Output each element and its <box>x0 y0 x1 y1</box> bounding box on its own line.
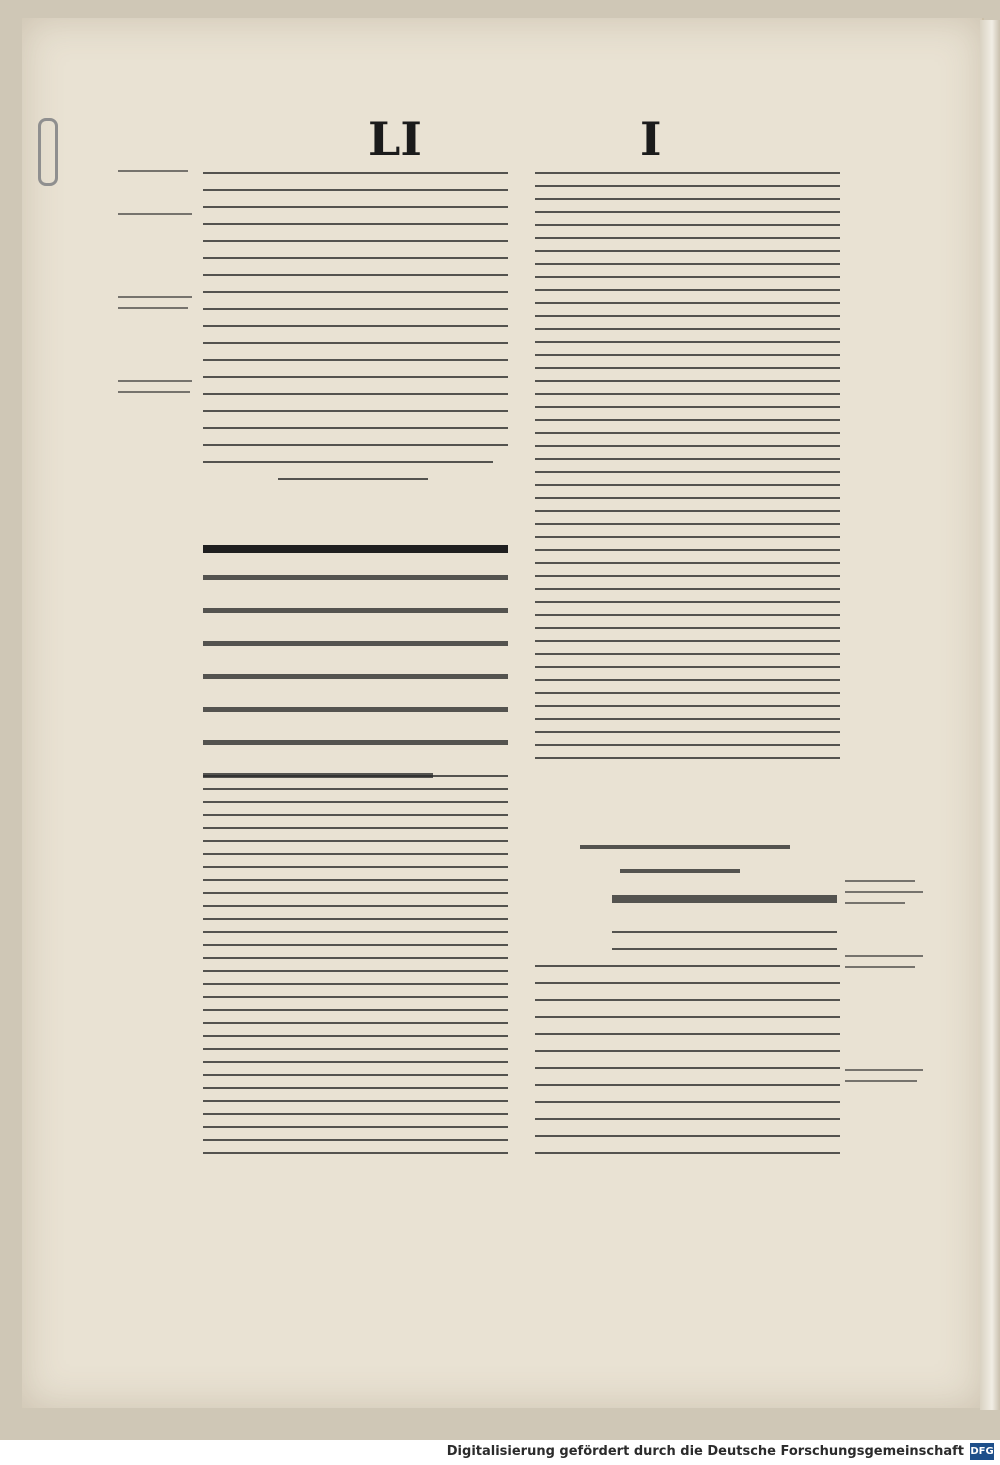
right-margin-notes <box>845 880 925 1091</box>
left-column-body <box>203 172 508 495</box>
paper-clip-icon <box>38 118 58 186</box>
section-heading-rule <box>203 545 508 553</box>
footer-bar <box>0 1440 1000 1465</box>
right-column-commentary <box>535 172 840 770</box>
footer-credit: Digitalisierung gefördert durch die Deutsche Forschungsgemeinschaft <box>446 1444 964 1459</box>
folio-right: I <box>640 112 662 166</box>
left-margin-notes <box>118 170 196 402</box>
right-column-text <box>612 895 837 965</box>
left-column-section <box>203 575 508 806</box>
left-column-commentary <box>203 775 508 1165</box>
dfg-logo-icon: DFG <box>970 1443 994 1460</box>
page-edge <box>980 20 1000 1410</box>
folio-left: LI <box>368 112 422 166</box>
right-column-text-lower <box>535 965 840 1169</box>
right-column-subheading <box>580 845 790 888</box>
